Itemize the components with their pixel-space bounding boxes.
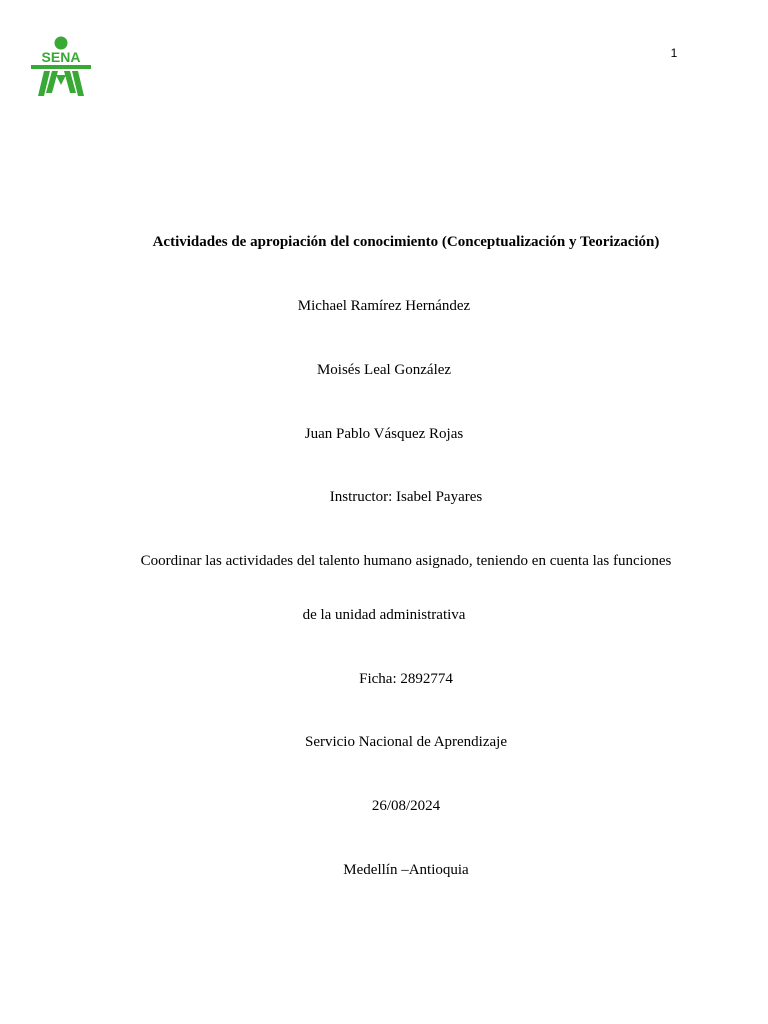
program-name-line-1: Coordinar las actividades del talento humano asignado, teniendo en cuenta las funciones (140, 553, 672, 569)
instructor-line: Instructor: Isabel Payares (329, 489, 483, 505)
author-name: Juan Pablo Vásquez Rojas (304, 426, 464, 442)
sena-logo (30, 35, 92, 99)
author-name: Michael Ramírez Hernández (297, 298, 471, 314)
ficha-number: Ficha: 2892774 (359, 671, 453, 687)
svg-text:SENA: SENA (41, 49, 81, 65)
location: Medellín –Antioquia (343, 862, 469, 878)
document-title: Actividades de apropiación del conocimiento (Conceptualización y Teorización) (152, 234, 660, 250)
author-name: Moisés Leal González (316, 362, 452, 378)
document-date: 26/08/2024 (371, 798, 441, 814)
institution-name: Servicio Nacional de Aprendizaje (304, 734, 507, 750)
page-number: 1 (670, 46, 678, 60)
program-name-line-2: de la unidad administrativa (302, 607, 466, 623)
